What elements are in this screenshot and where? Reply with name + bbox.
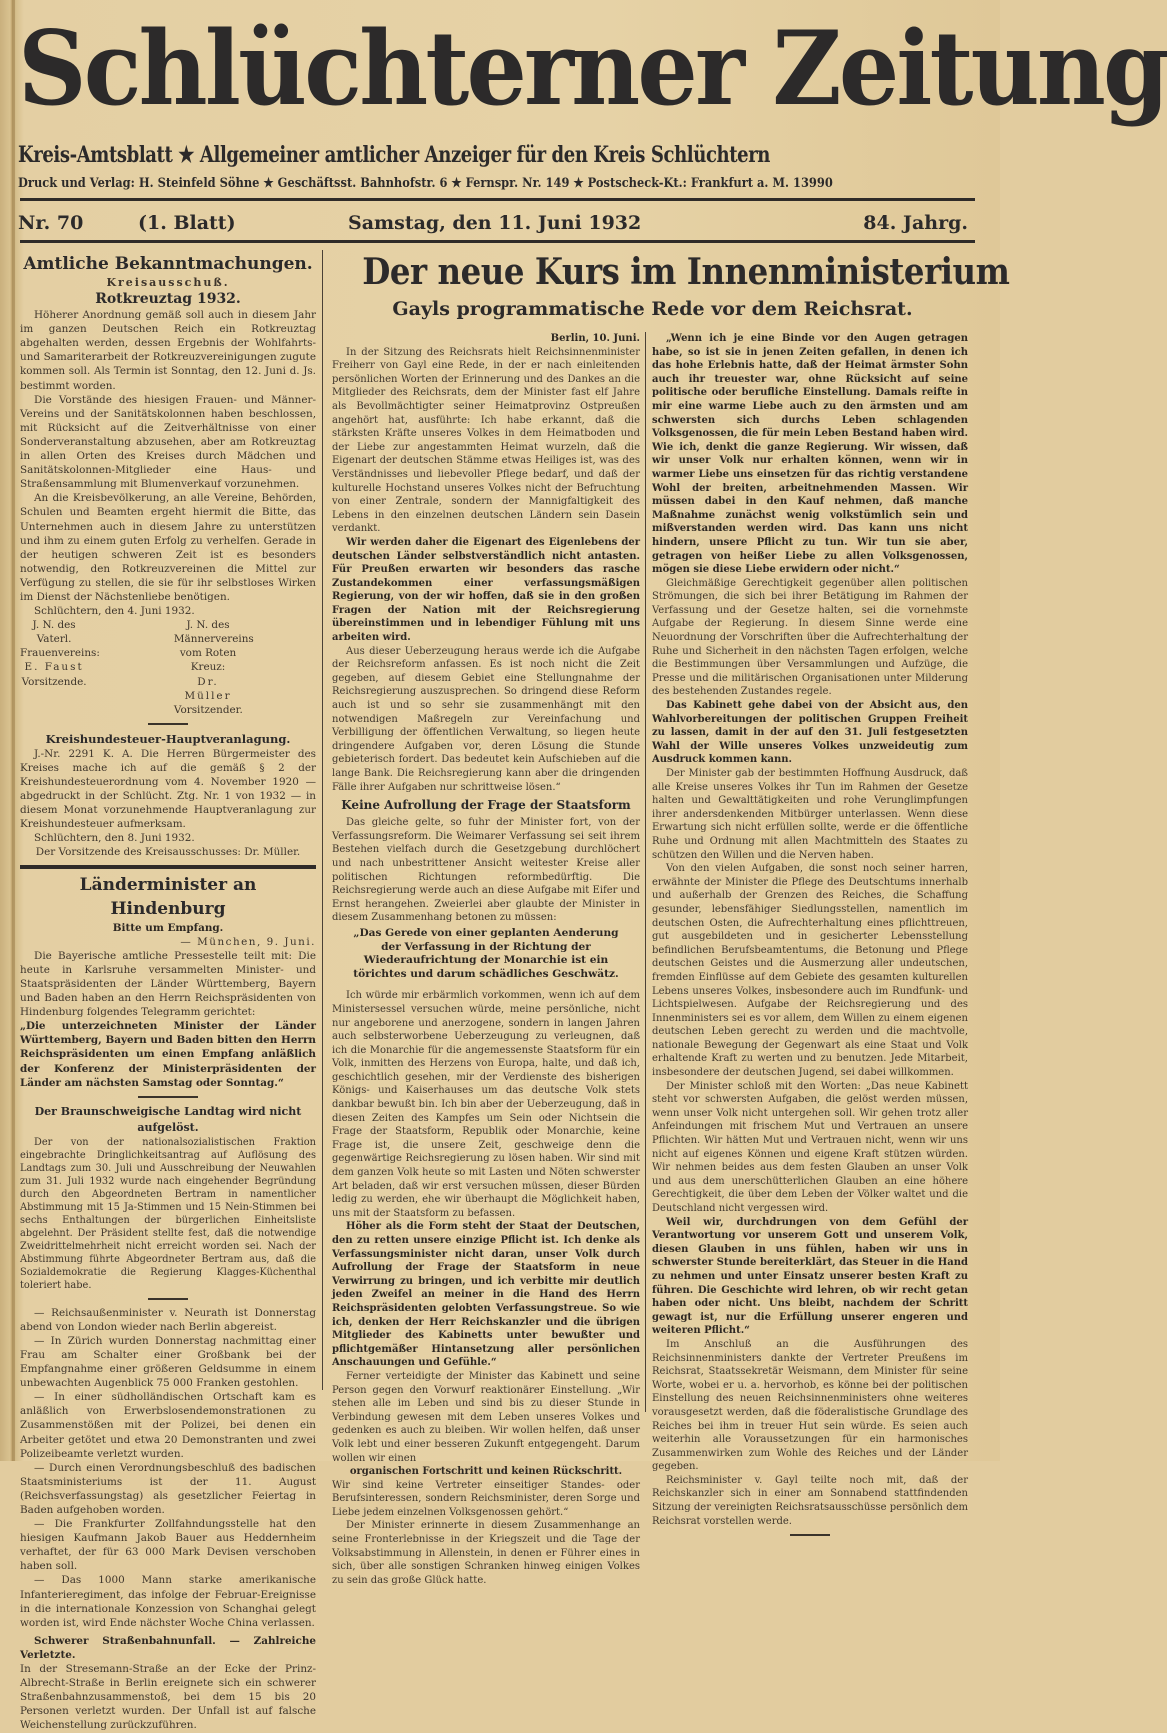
- hindenburg-paragraph: Die Bayerische amtliche Pressestelle teilt mit: Die heute in Karlsruhe versammelten Minister- und Staatspräsidenten der Länder Württemberg, Bayern und Baden haben an den Herrn Reichspräsidenten von Hindenburg folgendes Telegramm gerichtet:: [20, 949, 316, 1019]
- article-paragraph: Der Minister gab der bestimmten Hoffnung Ausdruck, daß alle Kreise unseres Volkes ihr Tun im Rahmen der Gesetze halten und Gewalttätigkeiten und rohe Verunglimpfungen ihrer andersdenkenden Mitbürger unterlassen. Wenn diese Erwartung sich nicht erfüllen sollte, werde er die öffentliche Ruhe und Ordnung mit allen Machtmitteln des Staates zu schützen den Willen und die Nerven haben.: [652, 768, 968, 861]
- article-paragraph: In der Sitzung des Reichsrats hielt Reichsinnenminister Freiherr von Gayl eine Rede, in der er nach einleitenden persönlichen Worten der Erinnerung und des Dankes an die Mitglieder des Reichsrats, dem der Minister fast elf Jahre als Bevollmächtigter seiner Heimatprovinz Ostpreußen angehört hat, ausführte: Ich habe erkannt, daß die stärksten Kräfte unseres Volkes in dem Heimatboden und der Liebe zur angestammten Heimat wurzeln, daß die Eigenart der deutschen Stämme etwas Heiliges ist, was des Verständnisses und liebevoller Pflege bedarf, und daß der kulturelle Hochstand unseres Volkes nicht der Befruchtung von einer Zentrale, sondern der Mannigfaltigkeit des Lebens in den einzelnen deutschen Ländern sein Dasein verdankt.: [332, 346, 640, 535]
- main-subheadline: Gayls programmatische Rede vor dem Reichsrat.: [392, 298, 913, 320]
- article-paragraph: Das gleiche gelte, so fuhr der Minister fort, von der Verfassungsreform. Die Weimarer Verfassung sei seit ihrem Bestehen vielfach durch die Gesetzgebung durchlöchert und nach unbestrittener Ansicht weitester Kreise aller politischen Richtungen reformbedürftig. Die Reichsregierung werde auch an diese Aufgabe mit Eifer und Ernst herangehen. Zweierlei aber glaubte der Minister in diesem Zusammenhang betonen zu müssen:: [332, 817, 640, 924]
- binding-fold: [12, 0, 15, 1461]
- braunschweig-title: Der Braunschweigische Landtag wird nicht aufgelöst.: [34, 1104, 302, 1134]
- brief-item: — Das 1000 Mann starke amerikanische Infanterieregiment, das infolge der Februar-Ereignisse in die internationale Konzession von Schanghai gelegt worden ist, wird Ende nächster Woche China verlassen.: [20, 1574, 316, 1629]
- article-body: [652, 332, 968, 1528]
- article-dateline: Berlin, 10. Juni.: [550, 333, 640, 344]
- article-paragraph: Aus dieser Ueberzeugung heraus werde ich die Aufgabe der Reichsreform anfassen. Es ist noch nicht die Zeit gegeben, auf diesem Gebiet eine Stellungnahme der Reichsregierung auszusprechen. So dringend diese Reform auch ist und so sehr sie zusammenhängt mit den notwendigen Maßregeln zur Vereinfachung und Verbilligung der öffentlichen Verwaltung, so liegen heute dringendere Aufgaben vor, deren Lösung die Stunde gebieterisch fordert. Das bedeutet kein Aufschieben auf die lange Bank. Die Reichsregierung kann aber die dringenden Fälle ihrer Aufgaben nur schrittweise lösen.“: [332, 645, 640, 793]
- section-rule: [20, 865, 316, 869]
- left-column: [20, 252, 316, 1733]
- article-emphasis-line: organischen Fortschritt und keinen Rückschritt.: [349, 1466, 623, 1478]
- article-paragraph-bold: Das Kabinett gehe dabei von der Absicht aus, den Wahlvorbereitungen der politischen Gruppen Freiheit zu lassen, damit in der auf den 31. Juli festgesetzten Wahl der Wille unseres Volkes unzweideutig zum Ausdruck kommen kann.: [652, 700, 968, 766]
- article-paragraph: Ferner verteidigte der Minister das Kabinett und seine Person gegen den Vorwurf reaktionärer Einstellung. „Wir stehen alle im Leben und sind bis zu dieser Stunde in Verbindung gewesen mit dem Leben unseres Volkes und gedenken es auch zu bleiben. Wir wollen helfen, daß unser Volk lebt und einer besseren Zukunft entgegengeht. Darum wollen wir einen: [332, 1370, 640, 1464]
- dateline: [18, 212, 978, 236]
- rotkreuz-place-date: Schlüchtern, den 4. Juni 1932.: [34, 605, 195, 618]
- article-paragraph: Wir sind keine Vertreter einseitiger Standes- oder Berufsinteressen, sondern Reichsminister, deren Sorge und Liebe jedem einzelnen Volksgenossen gehört.“: [332, 1479, 640, 1518]
- publisher-line: Druck und Verlag: H. Steinfeld Söhne ★ Geschäftsst. Bahnhofstr. 6 ★ Fernspr. Nr. 149 ★ Postscheck-Kt.: Frankfurt a. M. 13990: [18, 176, 833, 191]
- column-rule: [645, 332, 646, 1412]
- separator: [138, 1096, 198, 1098]
- article-paragraph-bold: „Wenn ich je eine Binde vor den Augen getragen habe, so ist sie in jenen Zeiten gefallen, in denen ich das hohe Erlebnis hatte, daß der Heimat ärmster Sohn auch ihr treuester war, ohne Rücksicht auf seine politische oder berufliche Einstellung. Damals reifte in mir eine warme Liebe auch zu den ärmsten und am schwersten sich durchs Leben schlagenden Volksgenossen, die für mein Leben Bestand haben wird. Wie ich, denkt die ganze Regierung. Wir wissen, daß wir unser Volk nur erhalten können, wenn wir in warmer Liebe uns einsetzen für das richtig verstandene Wohl der breiten, arbeitnehmenden Massen. Wir müssen dabei in den Kauf nehmen, daß manche Maßnahme zunächst wenig volkstümlich sein und mißverstanden werden wird. Das kann uns nicht hindern, unsere Pflicht zu tun. Wir tun sie aber, getragen von heißer Liebe zu allen Volksgenossen, mögen sie diese Liebe erwidern oder nicht.“: [652, 333, 968, 576]
- article-paragraph: Von den vielen Aufgaben, die sonst noch seiner harren, erwähnte der Minister die Pflege des Deutschtums innerhalb und außerhalb der Grenzen des Reiches, die Schaffung gesunder, lebensfähiger Siedlungsstellen, namentlich im deutschen Osten, die Aufrechterhaltung eines pflichttreuen, gut ausgebildeten und in gesicherter Lebensstellung befindlichen Berufsbeamtentums, die Betonung und Pflege deutschen Geistes und die Ausmerzung aller undeutschen, fremden Einflüsse auf dem Gebiete des gesamten kulturellen Lebens unseres Volkes, insbesondere auch im Rundfunk- und Lichtspielwesen. Aufgabe der Reichsregierung und des Innenministers sei es vor allem, dem Willen zu einem eigenen deutschen Leben gerecht zu werden und die machtvolle, nationale Bewegung der Gegenwart als eine Staat und Volk erhaltende Kraft zu werten und zu benutzen. Jede Mitarbeit, insbesondere der deutschen Jugend, sei dabei willkommen.: [652, 863, 968, 1079]
- hundesteuer-paragraph: J.-Nr. 2291 K. A. Die Herren Bürgermeister des Kreises mache ich auf die gemäß § 2 der Kreishundesteuerordnung vom 4. November 1920 — abgedruckt in der Schlücht. Ztg. Nr. 1 von 1932 — in diesem Monat vorzunehmende Hauptveranlagung zur Kreishundesteuer aufmerksam.: [20, 747, 316, 831]
- hindenburg-quote: „Die unterzeichneten Minister der Länder Württemberg, Bayern und Baden bitten den Herrn Reichspräsidenten um einen Empfang anläßlich der Konferenz der Ministerpräsidenten der Länder am nächsten Samstag oder Sonntag.“: [20, 1020, 316, 1089]
- masthead-subtitle: Kreis-Amtsblatt ★ Allgemeiner amtlicher Anzeiger für den Kreis Schlüchtern: [18, 142, 771, 168]
- separator: [790, 1534, 830, 1536]
- article-paragraph: Der Minister schloß mit den Worten: „Das neue Kabinett steht vor schwersten Aufgaben, die gelöst werden müssen, wenn unser Volk nicht untergehen soll. Wir gehen trotz aller Anfeindungen mit frischem Mut und Vertrauen an unsere Pflichten. Wir hätten Mut und Vertrauen nicht, wenn wir uns nicht auf eigenes Können und eigene Kraft stützen würden. Wir nehmen beides aus dem festen Glauben an unser Volk und aus dem unerschütterlichen Glauben an eine höhere Gerechtigkeit, die über dem Leben der Völker waltet und die Deutschland nicht vergessen wird.: [652, 1080, 968, 1214]
- article-paragraph: Ich würde mir erbärmlich vorkommen, wenn ich auf dem Ministersessel versuchen würde, meine persönliche, nicht nur angeborene und anerzogene, sondern in langen Jahren auch selbsterworbene Ueberzeugung zu verleugnen, daß ich die Monarchie für die angemessenste Staatsform für ein Volk, inmitten des Herzens von Europa, halte, und daß ich, geschichtlich gesehen, mir der Verdienste des bisherigen Königs- und Kaiserhauses um das deutsche Volk stets dankbar bewußt bin. Ich bin aber der Ueberzeugung, daß in diesen Zeiten des Kampfes um Sein oder Nichtsein die Frage der Staatsform, Republik oder Monarchie, keine Frage ist, die unsere Zeit, geschweige denn die gegenwärtige Reichsregierung zu lösen haben. Wir sind mit dem ganzen Volk heute so mit Lasten und Nöten schwerster Art beladen, daß wir erst versuchen müssen, dieser Bürden ledig zu werden, ehe wir überhaupt die Möglichkeit haben, uns mit der Staatsform zu befassen.: [332, 990, 640, 1219]
- signature-role: Vorsitzender.: [173, 703, 243, 716]
- signature-block: [20, 618, 162, 717]
- article-paragraph: Im Anschluß an die Ausführungen des Reichsinnenministers dankte der Vertreter Preußens im Reichsrat, Staatssekretär Weismann, dem Minister für seine Worte, wobei er u. a. hervorhob, es könne bei der politischen Einstellung des neuen Reichsinnenministers ohne weiteres vorausgesetzt werden, daß die föderalistische Grundlage des Reiches bei ihm in treuer Hut sein würde. Es seien auch weiterhin alle Voraussetzungen für ein harmonisches Zusammenwirken zum Wohle des Reiches und der Länder gegeben.: [652, 1338, 968, 1473]
- main-headline: Der neue Kurs im Innenministerium: [362, 251, 1010, 293]
- signature-org: J. N. des Vaterl. Frauenvereins:: [20, 619, 100, 660]
- braunschweig-paragraph: Der von der nationalsozialistischen Fraktion eingebrachte Dringlichkeitsantrag auf Auflösung des Landtags zum 30. Juli und Ausschreibung der Neuwahlen zum 31. Juli 1932 wurde nach eingehender Begründung durch den Abgeordneten Bertram in namentlicher Abstimmung mit 15 Ja-Stimmen und 15 Nein-Stimmen bei sechs Enthaltungen der bürgerlichen Einheitsliste abgelehnt. Der Präsident stellte fest, daß die notwendige Zweidrittelmehrheit nicht erreicht worden sei. Nach der Abstimmung führte Abgeordneter Bertram aus, daß die Sozialdemokratie die Regierung Klagges-Küchenthal toleriert habe.: [20, 1136, 316, 1291]
- rotkreuz-paragraph: Die Vorstände des hiesigen Frauen- und Männer-Vereins und der Sanitätskolonnen haben beschlossen, mit Rücksicht auf die Zeitverhältnisse von einer Sonderveranstaltung abzusehen, aber am Rotkreuztag in allen Orten des Kreises durch Mädchen und Sanitätskolonnen-Mitglieder eine Haus- und Straßensammlung mit Blumenverkauf vorzunehmen.: [20, 393, 316, 491]
- section-title: Amtliche Bekanntmachungen.: [23, 254, 313, 274]
- hundesteuer-place-date: Schlüchtern, den 8. Juni 1932.: [34, 832, 195, 845]
- brief-item: — In einer südholländischen Ortschaft kam es anläßlich von Erwerbslosendemonstrationen zu Zusammenstößen mit der Polizei, bei denen ein Arbeiter getötet und etwa 20 Demonstranten und zwei Polizeibeamte verletzt wurden.: [20, 1391, 316, 1460]
- dateline-rule: [20, 240, 975, 243]
- issue-date: Samstag, den 11. Juni 1932: [348, 212, 642, 234]
- signatures: [20, 618, 316, 717]
- article-pull-quote: „Das Gerede von einer geplanten Aenderung der Verfassung in der Richtung der Wiederaufrichtung der Monarchie ist ein törichtes und darum schädliches Geschwätz.: [353, 926, 619, 980]
- article-paragraph-bold: Weil wir, durchdrungen von dem Gefühl der Verantwortung vor unserem Gott und unserem Volk, diesen Glauben in uns fühlen, haben wir uns in schwerster Stunde bereiterklärt, das Steuer in die Hand zu nehmen und unter Einsatz unserer besten Kraft zu führen. Die Geschichte wird lehren, ob wir recht getan haben oder nicht. Uns bleibt, nachdem der Schritt gewagt ist, nur die Erfüllung unserer engeren und weiteren Pflicht.“: [652, 1216, 968, 1337]
- authority-label: Kreisausschuß.: [106, 276, 230, 289]
- rotkreuz-title: Rotkreuztag 1932.: [95, 291, 241, 308]
- brief-item: — Die Frankfurter Zollfahndungsstelle hat den hiesigen Kaufmann Jakob Bauer aus Heddernheim verhaftet, der für 63 000 Mark Devisen verschoben haben soll.: [20, 1518, 316, 1573]
- article-subheading: Keine Aufrollung der Frage der Staatsform: [341, 798, 631, 813]
- issue-number: Nr. 70: [18, 212, 84, 234]
- signature-block: [174, 618, 316, 717]
- accident-paragraph: In der Stresemann-Straße an der Ecke der Prinz-Albrecht-Straße in Berlin ereignete sich ein schwerer Straßenbahnzusammenstoß, bei dem 15 bis 20 Personen verletzt wurden. Der Unfall ist auf falsche Weichenstellung zurückzuführen.: [20, 1663, 316, 1732]
- hindenburg-subtitle: Bitte um Empfang.: [112, 921, 224, 934]
- main-article-column-2: [652, 332, 968, 1542]
- article-paragraph: Der Minister erinnerte in diesem Zusammenhange an seine Fronterlebnisse in der Kriegszeit und die Tage der Volksabstimmung in Allenstein, in denen er Führer eines in sich, über alle sonstigen Schranken hinweg einigen Volkes zu sein das große Glück hatte.: [332, 1520, 640, 1586]
- adjacent-page-edge: [0, 0, 12, 1461]
- separator: [148, 1298, 188, 1300]
- separator: [148, 723, 188, 725]
- article-body: [332, 346, 640, 1588]
- hindenburg-title: Länderminister an Hindenburg: [79, 874, 257, 919]
- article-paragraph: Gleichmäßige Gerechtigkeit gegenüber allen politischen Strömungen, die sich bei ihrer Betätigung im Rahmen der Verfassung und der Gesetze halten, sei die vornehmste Aufgabe der Regierung. In diesem Sinne werde eine Neuordnung der Vorschriften über die Aufrechterhaltung der Ruhe und Sicherheit in den nächsten Tagen erfolgen, welche die Bestimmungen über Versammlungen und Aufzüge, die Presse und die militärischen Organisationen unter Milderung des bestehenden Zustandes regele.: [652, 577, 968, 698]
- signature-role: Vorsitzende.: [21, 675, 87, 688]
- hundesteuer-signature: Der Vorsitzende des Kreisausschusses: Dr. Müller.: [35, 846, 301, 859]
- column-rule: [322, 250, 323, 1390]
- rotkreuz-paragraph: An die Kreisbevölkerung, an alle Vereine, Behörden, Schulen und Beamten ergeht hiermit die Bitte, das Unternehmen auch in diesem Jahre zu unterstützen und ihm zu einem guten Erfolg zu verhelfen. Gerade in der heutigen schweren Zeit ist es besonders notwendig, den Rotkreuzvereinen die Mittel zur Verfügung zu stellen, die sie für ihr selbstloses Wirken im Dienst der Nächstenliebe benötigen.: [20, 492, 316, 603]
- signature-org: J. N. des Männervereins vom Roten Kreuz:: [173, 619, 254, 674]
- signature-name: E. Faust: [24, 661, 84, 674]
- signature-name: Dr. Müller: [184, 675, 232, 702]
- main-article-column-1: [332, 332, 640, 1587]
- header-rule: [20, 198, 975, 201]
- accident-title: Schwerer Straßenbahnunfall. — Zahlreiche Verletzte.: [20, 1634, 316, 1661]
- brief-item: — Durch einen Verordnungsbeschluß des badischen Staatsministeriums ist der 11. August (Reichsverfassungstag) als gesetzlicher Feiertag in Baden aufgehoben worden.: [20, 1461, 316, 1516]
- masthead-title: Schlüchterner Zeitung: [18, 9, 1167, 129]
- hindenburg-dateline: — München, 9. Juni.: [180, 935, 316, 948]
- rotkreuz-paragraph: Höherer Anordnung gemäß soll auch in diesem Jahr im ganzen Deutschen Reich ein Rotkreuztag abgehalten werden, dessen Ergebnis der Wohlfahrts- und Samariterarbeit der Rotkreuzvereinigungen zugute kommen soll. Als Termin ist Sonntag, den 12. Juni d. Js. bestimmt worden.: [20, 309, 316, 392]
- article-paragraph-bold: Wir werden daher die Eigenart des Eigenlebens der deutschen Länder selbstverständlich nicht antasten. Für Preußen erwarten wir besonders das rasche Zustandekommen einer verfassungsmäßigen Regierung, von der wir hoffen, daß sie in den großen Fragen der Nation mit der Reichsregierung übereinstimmen und in lebendiger Fühlung mit uns arbeiten wird.: [332, 536, 640, 644]
- volume-year: 84. Jahrg.: [863, 212, 968, 234]
- article-paragraph: Reichsminister v. Gayl teilte noch mit, daß der Reichskanzler sich in einer am Sonnabend stattfindenden Sitzung der vereinigten Reichsratsausschüsse persönlich dem Reichsrat vorstellen werde.: [652, 1474, 968, 1527]
- article-paragraph-bold: Höher als die Form steht der Staat der Deutschen, den zu retten unsere einzige Pflicht ist. Ich denke als Verfassungsminister nicht daran, unser Volk durch Aufrollung der Frage der Staatsform in neue Verwirrung zu bringen, und ich verbitte mir deutlich jeden Zweifel an meiner in die Hand des Herrn Reichspräsidenten gelobten Verfassungstreue. So wie ich, denken der Herr Reichskanzler und die übrigen Mitglieder des Kabinetts unter bewußter und pflichtgemäßer Hintansetzung aller persönlichen Anschauungen und Gefühle.“: [332, 1221, 640, 1369]
- sheet-number: (1. Blatt): [138, 212, 236, 234]
- brief-item: — In Zürich wurden Donnerstag nachmittag einer Frau am Schalter einer Großbank bei der Empfangnahme einer größeren Geldsumme in einem unbewachten Augenblick 75 000 Franken gestohlen.: [20, 1334, 316, 1390]
- hundesteuer-title: Kreishundesteuer-Hauptveranlagung.: [45, 731, 291, 746]
- brief-item: — Reichsaußenminister v. Neurath ist Donnerstag abend von London wieder nach Berlin abgereist.: [20, 1306, 316, 1333]
